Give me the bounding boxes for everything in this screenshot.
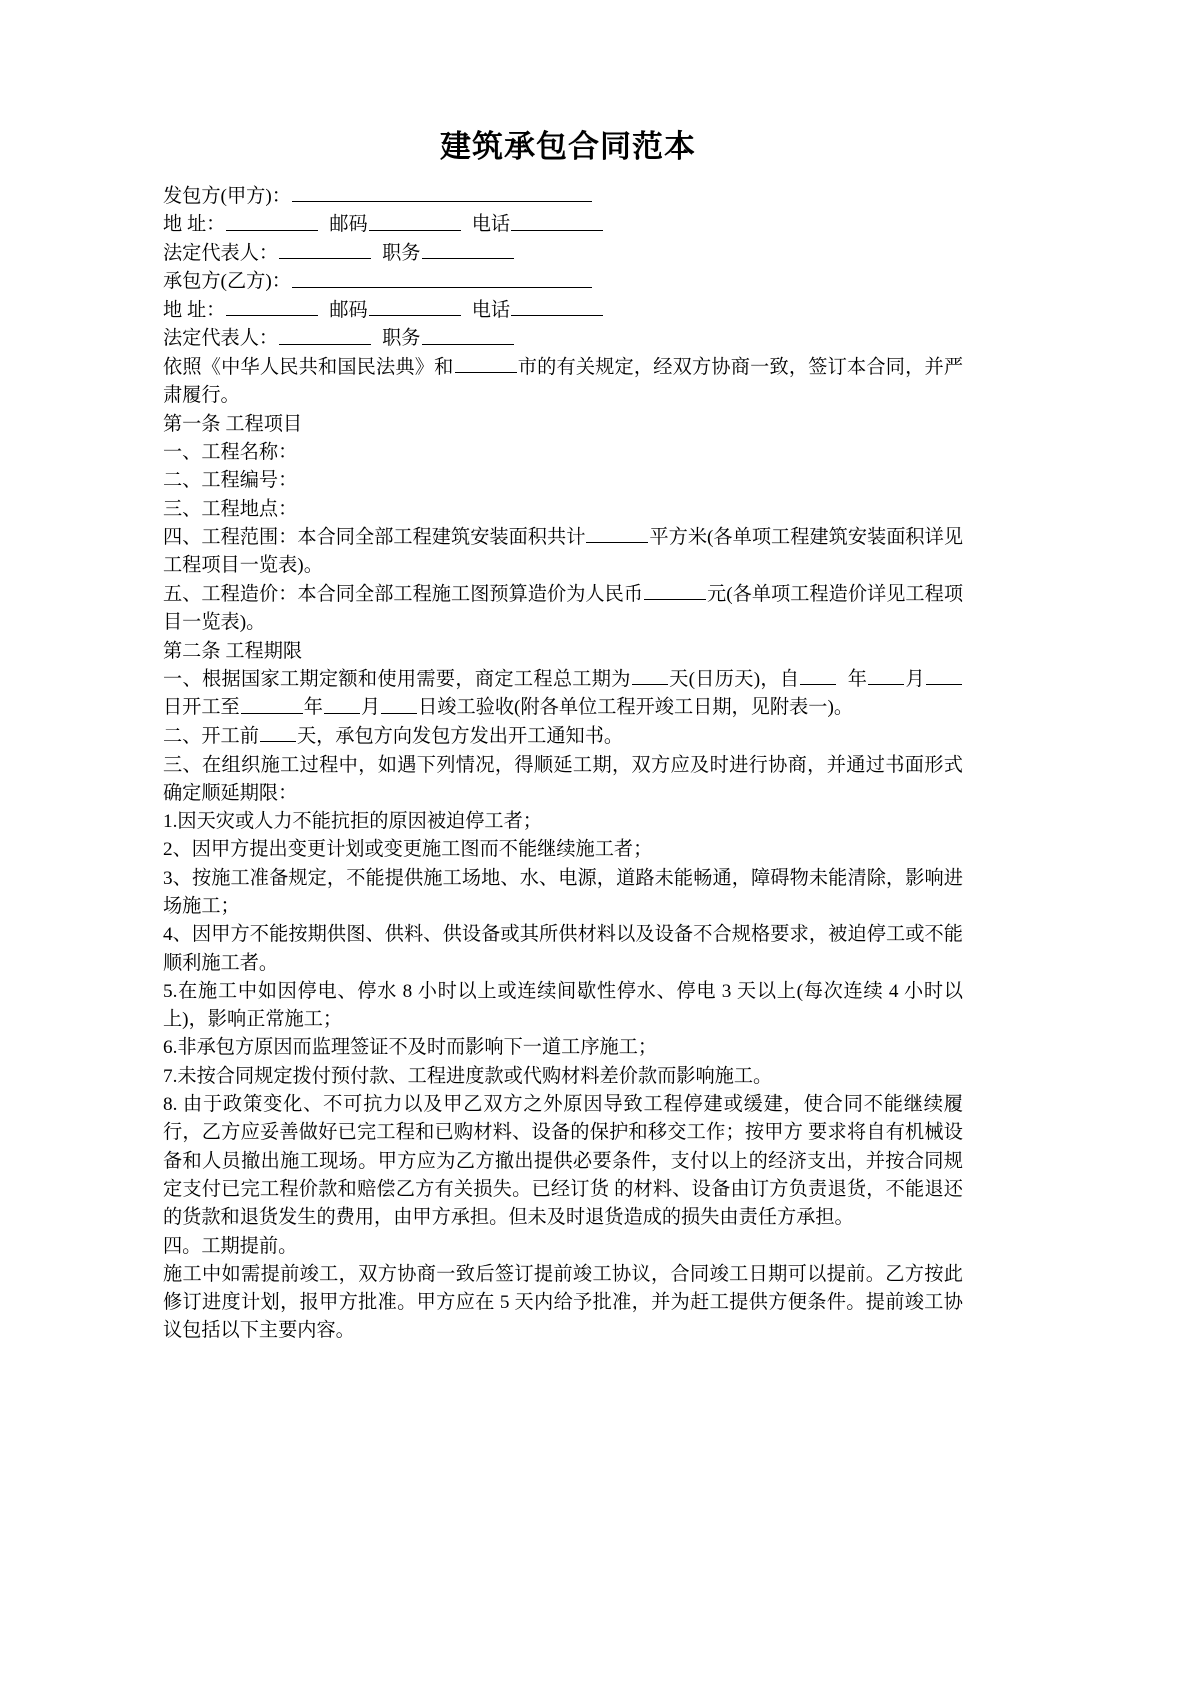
party-b-legal-rep-blank[interactable] <box>279 325 371 344</box>
total-duration-blank[interactable] <box>632 666 668 685</box>
party-a-legal-rep-label: 法定代表人： <box>163 243 279 265</box>
article-2-sub-6: 6.非承包方原因而监理签证不及时而影响下一道工序施工； <box>163 1037 658 1059</box>
party-a-postcode-blank[interactable] <box>369 211 461 230</box>
article-2-heading: 第二条 工程期限 <box>163 640 303 662</box>
article-2-item-3: 三、在组织施工过程中，如遇下列情况，得顺延工期，双方应及时进行协商，并通过书面形式确定顺延期限： <box>163 754 963 804</box>
article-2-item-1-seg7: 月 <box>360 697 381 719</box>
article-1-item-4-text-after: 平方米(各单项工程建筑安装面积详见工程项目一览表)。 <box>163 527 964 577</box>
article-2-item-1-seg2: 天(日历天)，自 <box>668 669 800 691</box>
party-a-name-blank[interactable] <box>292 183 592 202</box>
article-1-heading: 第一条 工程项目 <box>163 413 303 435</box>
party-a-address-label: 地 址： <box>163 214 226 236</box>
article-1-item-1: 一、工程名称： <box>163 442 298 464</box>
party-b-legal-rep-label: 法定代表人： <box>163 328 279 350</box>
start-month-blank[interactable] <box>868 666 904 685</box>
article-1-item-5-text-after: 元(各单项工程造价详见工程项目一览表)。 <box>163 584 964 634</box>
article-2-item-1 <box>163 666 963 723</box>
preamble-paragraph <box>163 354 963 411</box>
party-a-position-label: 职务 <box>382 243 421 265</box>
article-2-item-2-seg1: 二、开工前 <box>163 726 259 748</box>
article-2-item-1-seg3: 年 <box>847 669 868 691</box>
party-b-address-blank[interactable] <box>226 297 318 316</box>
end-day-blank[interactable] <box>381 694 417 713</box>
article-2-sub-1: 1.因天灾或人力不能抗拒的原因被迫停工者； <box>163 811 542 833</box>
party-a-address-line <box>163 211 963 240</box>
party-b-address-line <box>163 297 963 326</box>
article-1-item-4 <box>163 524 963 581</box>
article-2-sub-5: 5.在施工中如因停电、停水 8 小时以上或连续间歇性停水、停电 3 天以上(每次连续 4 小时以上)，影响正常施工； <box>163 980 963 1031</box>
party-a-name-line <box>163 183 963 212</box>
end-year-blank[interactable] <box>241 694 303 713</box>
party-a-position-blank[interactable] <box>422 240 514 259</box>
party-a-legal-rep-line <box>163 240 963 269</box>
preamble-city-blank[interactable] <box>455 354 517 373</box>
end-month-blank[interactable] <box>324 694 360 713</box>
party-b-phone-blank[interactable] <box>511 297 603 316</box>
article-2-item-1-seg8: 日竣工验收(附各单位工程开竣工日期，见附表一)。 <box>418 697 854 719</box>
article-2-item-2-seg2: 天，承包方向发包方发出开工通知书。 <box>296 726 624 748</box>
party-a-phone-label: 电话 <box>471 214 511 236</box>
article-1-item-2: 二、工程编号： <box>163 470 298 492</box>
article-2-item-2 <box>163 723 963 752</box>
article-2-sub-7: 7.未按合同规定拨付预付款、工程进度款或代购材料差价款而影响施工。 <box>163 1065 773 1087</box>
party-b-label: 承包方(乙方)： <box>163 271 291 293</box>
party-b-address-label: 地 址： <box>163 300 226 322</box>
article-2-item-4: 四。工期提前。 <box>163 1235 298 1257</box>
party-a-phone-blank[interactable] <box>511 211 603 230</box>
party-a-label: 发包方(甲方)： <box>163 185 291 207</box>
construction-area-blank[interactable] <box>586 524 648 543</box>
article-2-item-4-body: 施工中如需提前竣工，双方协商一致后签订提前竣工协议，合同竣工日期可以提前。乙方按此修订进度计划，报甲方批准。甲方应在 5 天内给予批准，并为赶工提供方便条件。提前竣工协议包括以下主要内容。 <box>163 1263 963 1342</box>
article-2-item-1-seg6: 年 <box>303 697 323 719</box>
article-1-item-3: 三、工程地点： <box>163 498 298 520</box>
party-a-postcode-label: 邮码 <box>329 214 368 236</box>
preamble-text-after: 市的有关规定，经双方协商一致，签订本合同，并严肃履行。 <box>163 357 964 407</box>
page-title: 建筑承包合同范本 <box>440 129 696 164</box>
party-b-name-line <box>163 268 963 297</box>
party-b-legal-rep-line <box>163 325 963 354</box>
party-a-address-blank[interactable] <box>226 211 318 230</box>
project-cost-blank[interactable] <box>644 581 706 600</box>
start-day-blank[interactable] <box>926 666 962 685</box>
article-2-sub-3: 3、按施工准备规定，不能提供施工场地、水、电源，道路未能畅通，障碍物未能清除，影响进场施工； <box>163 867 963 917</box>
article-2-item-1-seg5: 日开工至 <box>163 697 240 719</box>
party-b-position-label: 职务 <box>382 328 421 350</box>
notice-days-blank[interactable] <box>260 723 296 742</box>
party-b-name-blank[interactable] <box>292 268 592 287</box>
party-b-position-blank[interactable] <box>422 325 514 344</box>
article-2-sub-4: 4、因甲方不能按期供图、供料、供设备或其所供材料以及设备不合规格要求，被迫停工或不能顺利施工者。 <box>163 924 963 974</box>
party-b-postcode-label: 邮码 <box>329 300 368 322</box>
party-a-legal-rep-blank[interactable] <box>279 240 371 259</box>
party-b-phone-label: 电话 <box>471 300 511 322</box>
article-2-sub-2: 2、因甲方提出变更计划或变更施工图而不能继续施工者； <box>163 839 653 861</box>
article-2-item-1-seg1: 一、根据国家工期定额和使用需要，商定工程总工期为 <box>163 669 631 691</box>
party-b-postcode-blank[interactable] <box>369 297 461 316</box>
article-2-sub-8: 8. 由于政策变化、不可抗力以及甲乙双方之外原因导致工程停建或缓建，使合同不能继续履行，乙方应妥善做好已完工程和已购材料、设备的保护和移交工作；按甲方 要求将自有机械设备和人员撤出施工现场。甲方应为乙方撤出提供必要条件，支付以上的经济支出，并按合同规定支付已完工程价款和赔偿乙方有关损失。已经订货 的材料、设备由订方负责退货，不能退还的货款和退货发生的费用，由甲方承担。但未及时退货造成的损失由责任方承担。 <box>163 1094 963 1229</box>
article-1-item-5-text-before: 五、工程造价：本合同全部工程施工图预算造价为人民币 <box>163 584 643 606</box>
preamble-text-before: 依照《中华人民共和国民法典》和 <box>163 357 454 379</box>
document-body <box>163 128 963 1346</box>
article-1-item-4-text-before: 四、工程范围：本合同全部工程建筑安装面积共计 <box>163 527 586 549</box>
article-1-item-5 <box>163 581 963 638</box>
article-2-item-1-seg4: 月 <box>905 669 926 691</box>
start-year-blank[interactable] <box>800 666 836 685</box>
